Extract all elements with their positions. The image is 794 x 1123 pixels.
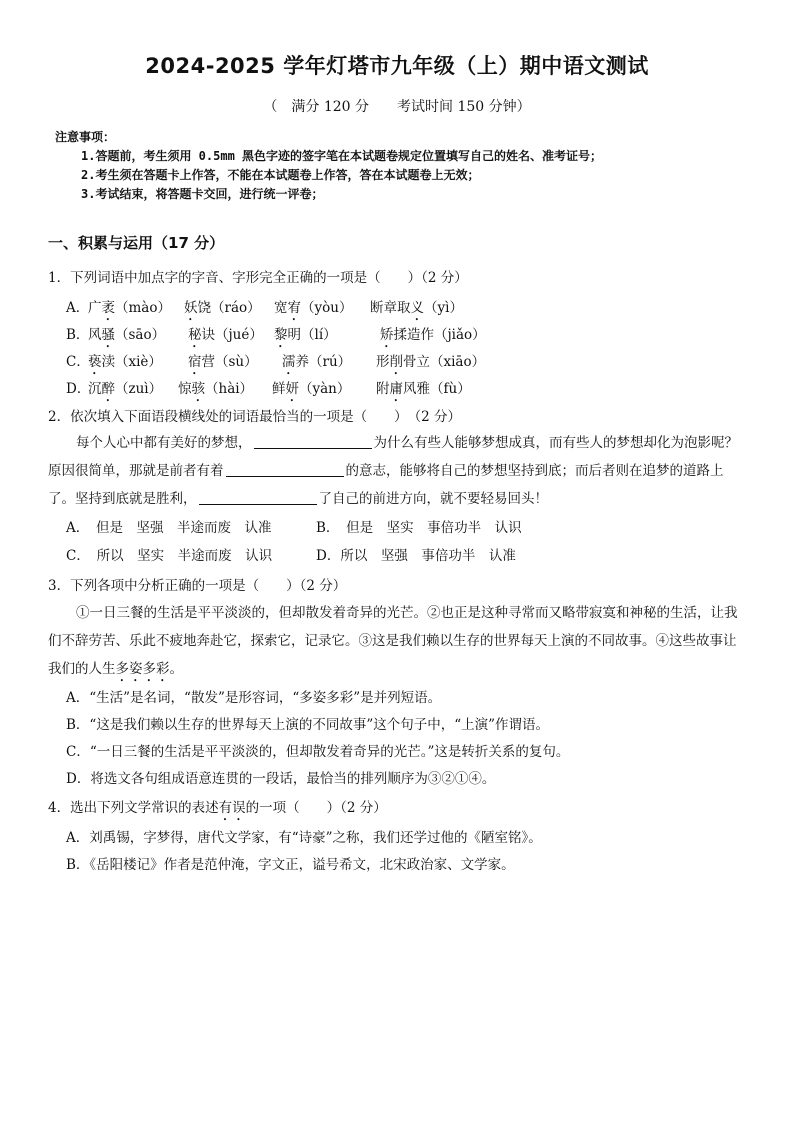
question-3-passage: ①一日三餐的生活是平平淡淡的，但却散发着奇异的光芒。②也正是这种寻常而又略带寂寞和神秘的生活，让我们不辞劳苦、乐此不疲地奔赴它，探索它，记录它。③这是我们赖以生存的世界每天上演的不同故事。④这些故事让我们的人生多姿多彩。 [48,605,738,677]
notes-heading: 注意事项： [55,130,116,144]
fill-blank-2[interactable] [226,462,344,477]
note-item-1: 1.答题前，考生须用 0.5mm 黑色字迹的签字笔在本试题卷规定位置填写自己的姓名、准考证号； [81,149,603,163]
question-3-stem: 3．下列各项中分析正确的一项是（ ）（2 分） [48,578,347,594]
fill-blank-3[interactable] [199,490,317,505]
q3-option-d: D．将选文各句组成语意连贯的一段话，最恰当的排列顺序为③②①④。 [66,771,496,787]
q4-option-a: A．刘禹锡，字梦得，唐代文学家，有“诗豪”之称，我们还学过他的《陋室铭》。 [66,830,542,846]
notes-block [55,128,755,204]
exam-page: 2024-2025 学年灯塔市九年级（上）期中语文测试 （ 满分 120 分 考试时间 150 分钟） 注意事项： 1.答题前，考生须用 0.5mm 黑色字迹的签字笔在本试题卷规定位置填写自己的姓名、准考证号； 2.考生须在答题卡上作答，不能在本试题卷上作答，答在本试题卷上无效； 3.考试结束，将答题卡交回，进行统一评卷； 一、积累与运用（17 分） 1．下列词语中加点字的字音、字形完全正确的一项是（ ）（2 分） A． 广袤（mào） 妖饶（ráo） 宽宥（yòu） 断章取义（yì） B． 风骚（sāo） 秘诀（jué） 黎明（lí） 矫揉造作（jiǎo） C． 亵渎（xiè） 宿营（sù） 濡养（rú） 形削骨立（xiāo） D． 沉醉（zuì） 惊骇（hài） 鲜妍（yàn） 附庸风雅（fù） 2．依次填入下面语段横线处的词语最恰当的一项是（ ） （2 分） 每个人心中都有美好的梦想， 为什么有些人能够梦想成真，而有些人的梦想却化为泡影呢？原因很简单，那就是前者有着 的意志，能够将自己的梦想坚持到底；而后者则在追梦的道路上了。坚持到底就是胜利， 了自己的前进方向，就不要轻易回头！ A． 但是 坚强 半途而废 认准 B． 但是 坚实 事倍功半 认识 C． 所以 坚实 半途而废 认识 D．所以 坚强 事倍功半 认准 3．下列各项中分析正确的一项是（ ）（2 分） ①一日三餐的生活是平平淡淡的，但却散发着奇异的光芒。②也正是这种寻常而又略带寂寞和神秘的生活，让我们不辞劳苦、乐此不疲地奔赴它，探索它，记录它。③这是我们赖以生存的世界每天上演的不同故事。④这些故事让我们的人生多姿多彩。 A．“生活”是名词，“散发”是形容词，“多姿多彩”是并列短语。 B．“这是我们赖以生存的世界每天上演的不同故事”这个句子中，“上演”作谓语。 C．“一日三餐的生活是平平淡淡的，但却散发着奇异的光芒。”这是转折关系的复句。 D．将选文各句组成语意连贯的一段话，最恰当的排列顺序为③②①④。 4．选出下列文学常识的表述有误的一项（ ）（2 分） A．刘禹锡，字梦得，唐代文学家，有“诗豪”之称，我们还学过他的《陋室铭》。 B．《岳阳楼记》作者是范仲淹，字文正，谥号希文，北宋政治家、文学家。 [0,0,794,1123]
q3-option-c: C．“一日三餐的生活是平平淡淡的，但却散发着奇异的光芒。”这是转折关系的复句。 [66,744,570,760]
section-heading: 一、积累与运用（17 分） [48,234,225,252]
q2-option-a: A． 但是 坚强 半途而废 认准 [66,520,272,536]
question-2-stem: 2．依次填入下面语段横线处的词语最恰当的一项是（ ） （2 分） [48,409,461,425]
q3-option-b: B．“这是我们赖以生存的世界每天上演的不同故事”这个句子中，“上演”作谓语。 [66,717,550,733]
q4-option-b: B．《岳阳楼记》作者是范仲淹，字文正，谥号希文，北宋政治家、文学家。 [66,857,515,873]
question-4-stem: 4．选出下列文学常识的表述有误的一项（ ）（2 分） [48,800,387,816]
q2-option-d: D．所以 坚强 事倍功半 认准 [316,548,516,564]
question-1-stem: 1．下列词语中加点字的字音、字形完全正确的一项是（ ）（2 分） [48,270,468,286]
note-item-2: 2.考生须在答题卡上作答，不能在本试题卷上作答，答在本试题卷上无效； [81,168,480,182]
question-2-passage: 每个人心中都有美好的梦想， 为什么有些人能够梦想成真，而有些人的梦想却化为泡影呢？原因很简单，那就是前者有着 的意志，能够将自己的梦想坚持到底；而后者则在追梦的道路上了。坚持到底就是胜利， 了自己的前进方向，就不要轻易回头！ [48,435,738,507]
fill-blank-1[interactable] [254,434,372,449]
q2-option-b: B． 但是 坚实 事倍功半 认识 [316,520,522,536]
exam-title: 2024-2025 学年灯塔市九年级（上）期中语文测试 [145,54,649,78]
q3-option-a: A．“生活”是名词，“散发”是形容词，“多姿多彩”是并列短语。 [66,690,442,706]
note-item-3: 3.考试结束，将答题卡交回，进行统一评卷； [81,187,324,201]
q2-option-c: C． 所以 坚实 半途而废 认识 [66,548,273,564]
exam-subtitle: （ 满分 120 分 考试时间 150 分钟） [263,99,531,115]
